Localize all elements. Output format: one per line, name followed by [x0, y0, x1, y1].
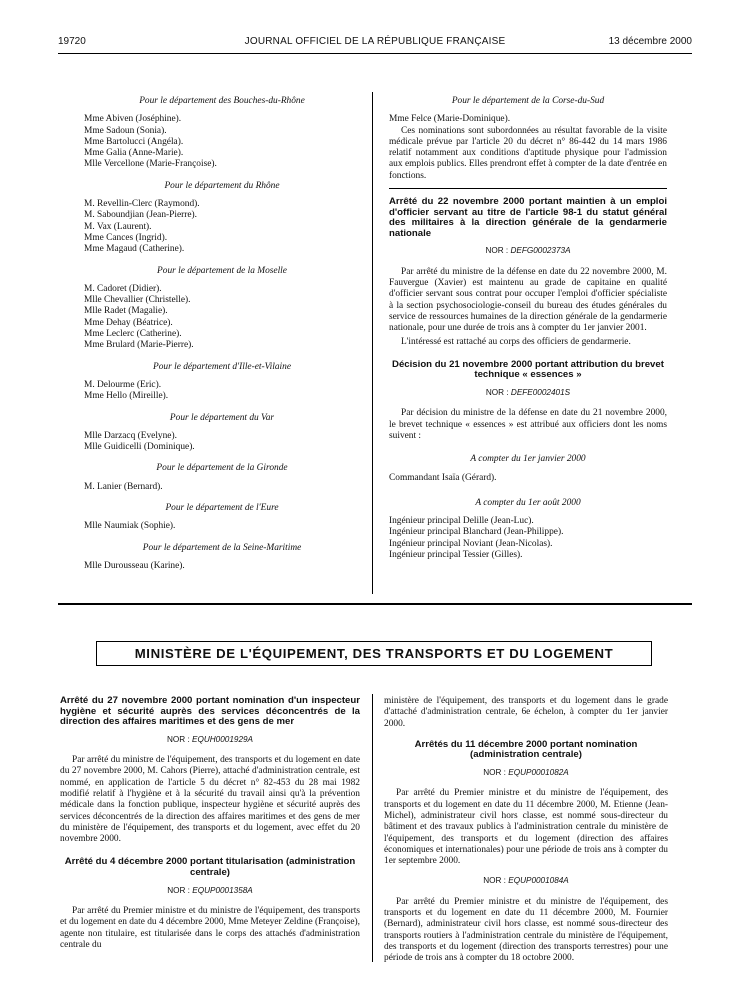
nor-label: NOR : [166, 734, 190, 744]
section-rule [58, 603, 692, 605]
corse-name: Mme Felce (Marie-Dominique). [389, 114, 511, 125]
nor-label: NOR : [485, 246, 509, 256]
person-name: M. Delourme (Eric). [84, 379, 162, 390]
nor-code: DEFG0002373A [510, 246, 571, 256]
department-heading: Pour le département de la Seine-Maritime [142, 542, 302, 553]
person-name: Mlle Guidicelli (Dominique). [84, 442, 195, 453]
sub2-names [389, 516, 667, 561]
sub1-names [389, 473, 667, 484]
separator [389, 188, 667, 189]
department-heading: Pour le département du Var [169, 412, 275, 423]
page-header [58, 36, 692, 52]
continuation-text: ministère de l'équipement, des transports et du logement dans le grade d'attaché d'administration centrale, 6e échelon, à compter du 1er janvier 2000. [384, 696, 668, 729]
nor-reference [60, 734, 360, 745]
person-name: Mlle Radet (Magalie). [84, 306, 168, 317]
nor-code: DEFE0002401S [510, 388, 571, 398]
person-name: Mlle Naumiak (Sophie). [84, 521, 176, 532]
person-name: Mme Bartolucci (Angéla). [84, 136, 184, 147]
header-rule [58, 53, 692, 54]
arrete-title: Arrêté du 22 novembre 2000 portant maintien à un emploi d'officier servant au titre de l'article 98-1 du statut général des militaires à la direction générale de la gendarmerie nationale [389, 196, 667, 239]
nor-label: NOR : [167, 885, 190, 895]
arretes-title: Arrêtés du 11 décembre 2000 portant nomination (administration centrale) [414, 738, 638, 761]
person-name: Mme Brulard (Marie-Pierre). [84, 340, 194, 351]
officer-name: Ingénieur principal Delille (Jean-Luc). [389, 516, 534, 527]
nor-code: EQUP0001358A [192, 885, 253, 895]
person-name: Mme Cances (Ingrid). [84, 232, 168, 243]
department-heading: Pour le département de la Gironde [156, 463, 288, 474]
person-name: Mme Magaud (Catherine). [84, 244, 185, 255]
nor-reference [384, 875, 668, 886]
department-heading: Pour le département de la Moselle [157, 265, 287, 276]
person-name: Mme Galia (Anne-Marie). [84, 148, 184, 159]
person-name: Mlle Vercellone (Marie-Françoise). [84, 159, 217, 170]
top-left-column [84, 96, 360, 572]
person-name: Mlle Darzacq (Evelyne). [84, 430, 177, 441]
person-name: Mlle Durousseau (Karine). [84, 560, 185, 571]
nor-reference [389, 245, 667, 256]
person-name: Mme Hello (Mireille). [84, 391, 169, 402]
top-right-column [389, 96, 667, 561]
department-heading: Pour le département d'Ille-et-Vilaine [153, 361, 291, 372]
arrete-body: Par arrêté du ministre de l'équipement, des transports et du logement en date du 27 novembre 2000, M. Cahors (Pierre), attaché d'administration centrale, est nommé, en application de l'article 5 du décret n° 82-453 du 28 mai 1982 modifié relatif à l'hygiène et à la sécurité du travail ainsi qu'à la prévention médicale dans la fonction publique, inspecteur hygiène et sécurité auprès des services déconcentrés de la direction des affaires maritimes et des gens de mer du ministère de l'équipement, des transports et du logement, avec effet du 20 novembre 2000. [60, 755, 360, 845]
journal-title: JOURNAL OFFICIEL DE LA RÉPUBLIQUE FRANÇAISE [244, 36, 506, 47]
arrete-body: Par arrêté du ministre de la défense en date du 22 novembre 2000, M. Fauvergue (Xavier) est maintenu au grade de capitaine en qualité d'officier servant sous contrat pour occuper l'emploi d'officier spécialiste à la section psychosociologie-conseil du bureau des études générales du service de ressources humaines de la direction générale de la gendarmerie nationale, pour une durée de trois ans à compter du 1er janvier 2001. [389, 266, 667, 334]
column-divider-top [372, 92, 373, 594]
arrete-title: Arrêté du 4 décembre 2000 portant titularisation (administration centrale) [64, 856, 356, 879]
column-divider-bottom [372, 694, 373, 962]
person-name: M. Revellin-Clerc (Raymond). [84, 199, 200, 210]
person-name: Mme Sadoun (Sonia). [84, 125, 167, 136]
decision-body: Par décision du ministre de la défense en date du 21 novembre 2000, le brevet technique « essences » est attribué aux officiers dont les noms suivent : [389, 408, 667, 441]
sub-heading-2: A compter du 1er août 2000 [475, 497, 581, 508]
department-groups [84, 96, 360, 572]
decision-title: Décision du 21 novembre 2000 portant attribution du brevet technique « essences » [392, 358, 664, 381]
nor-reference [384, 767, 668, 778]
person-name: Mme Dehay (Béatrice). [84, 317, 173, 328]
officer-name: Ingénieur principal Noviant (Jean-Nicolas). [389, 538, 553, 549]
issue-date: 13 décembre 2000 [608, 36, 692, 47]
corse-heading: Pour le département de la Corse-du-Sud [451, 96, 605, 106]
person-name: M. Saboundjian (Jean-Pierre). [84, 210, 197, 221]
officer-name: Ingénieur principal Blanchard (Jean-Philippe). [389, 527, 564, 538]
page-number: 19720 [58, 36, 86, 47]
nor-reference [389, 387, 667, 398]
bottom-left-column [60, 696, 360, 953]
nor-code: EQUP0001082A [508, 768, 569, 778]
department-heading: Pour le département des Bouches-du-Rhône [139, 96, 305, 106]
department-heading: Pour le département du Rhône [164, 180, 280, 191]
person-name: M. Cadoret (Didier). [84, 283, 162, 294]
arrete-title: Arrêté du 27 novembre 2000 portant nomination d'un inspecteur hygiène et sécurité auprès des services déconcentrés de la direction des affaires maritimes et des gens de mer [60, 695, 360, 728]
person-name: Mme Abiven (Joséphine). [84, 114, 182, 125]
nor-label: NOR : [485, 388, 509, 398]
officer-name: Ingénieur principal Tessier (Gilles). [389, 549, 523, 560]
person-name: Mlle Chevallier (Christelle). [84, 295, 191, 306]
arrete-body: Par arrêté du Premier ministre et du ministre de l'équipement, des transports et du logement en date du 4 décembre 2000, Mme Meteyer Zeldine (Françoise), agente non titulaire, est titularisée dans le corps des attachés d'administration centrale du [60, 905, 360, 950]
nor-reference [60, 885, 360, 896]
arrete-body: Par arrêté du Premier ministre et du ministre de l'équipement, des transports et du logement en date du 11 décembre 2000, M. Fournier (Bernard), administrateur civil hors classe, est nommé sous-directeur des transports routiers à l'administration centrale du ministère de l'équipement, des transports et du logement (direction des transports terrestres) pour une période de trois ans à compter du 18 octobre 2000. [384, 896, 668, 964]
sub-heading-1: A compter du 1er janvier 2000 [470, 454, 586, 465]
nor-label: NOR : [483, 768, 506, 778]
corse-note: Ces nominations sont subordonnées au résultat favorable de la visite médicale prévue par l'article 20 du décret n° 86-442 du 14 mars 1986 relatif notamment aux conditions d'aptitude physique pour l'admission aux emplois publics. Elles prendront effet à compter de la date d'entrée en fonctions. [389, 125, 667, 181]
department-heading: Pour le département de l'Eure [165, 503, 279, 514]
person-name: M. Vax (Laurent). [84, 221, 152, 232]
nor-label: NOR : [483, 876, 506, 886]
nor-code: EQUH0001929A [192, 734, 254, 744]
person-name: M. Lanier (Bernard). [84, 481, 163, 492]
bottom-right-column [384, 696, 668, 967]
arrete-body: Par arrêté du Premier ministre et du ministre de l'équipement, des transports et du logement en date du 11 décembre 2000, M. Etienne (Jean-Michel), administrateur civil hors classe, est nommé sous-directeur du bâtiment et des travaux publics à l'administration centrale du ministère de l'équipement, des transports et du logement (direction des affaires économiques et internationales) pour une période de trois ans à compter du 1er septembre 2000. [384, 788, 668, 867]
arrete-body-2: L'intéressé est rattaché au corps des officiers de gendarmerie. [401, 336, 631, 347]
ministry-banner: MINISTÈRE DE L'ÉQUIPEMENT, DES TRANSPORTS ET DU LOGEMENT [96, 641, 652, 666]
nor-code: EQUP0001084A [508, 876, 569, 886]
person-name: Mme Leclerc (Catherine). [84, 329, 182, 340]
officer-name: Commandant Isaïa (Gérard). [389, 472, 497, 483]
